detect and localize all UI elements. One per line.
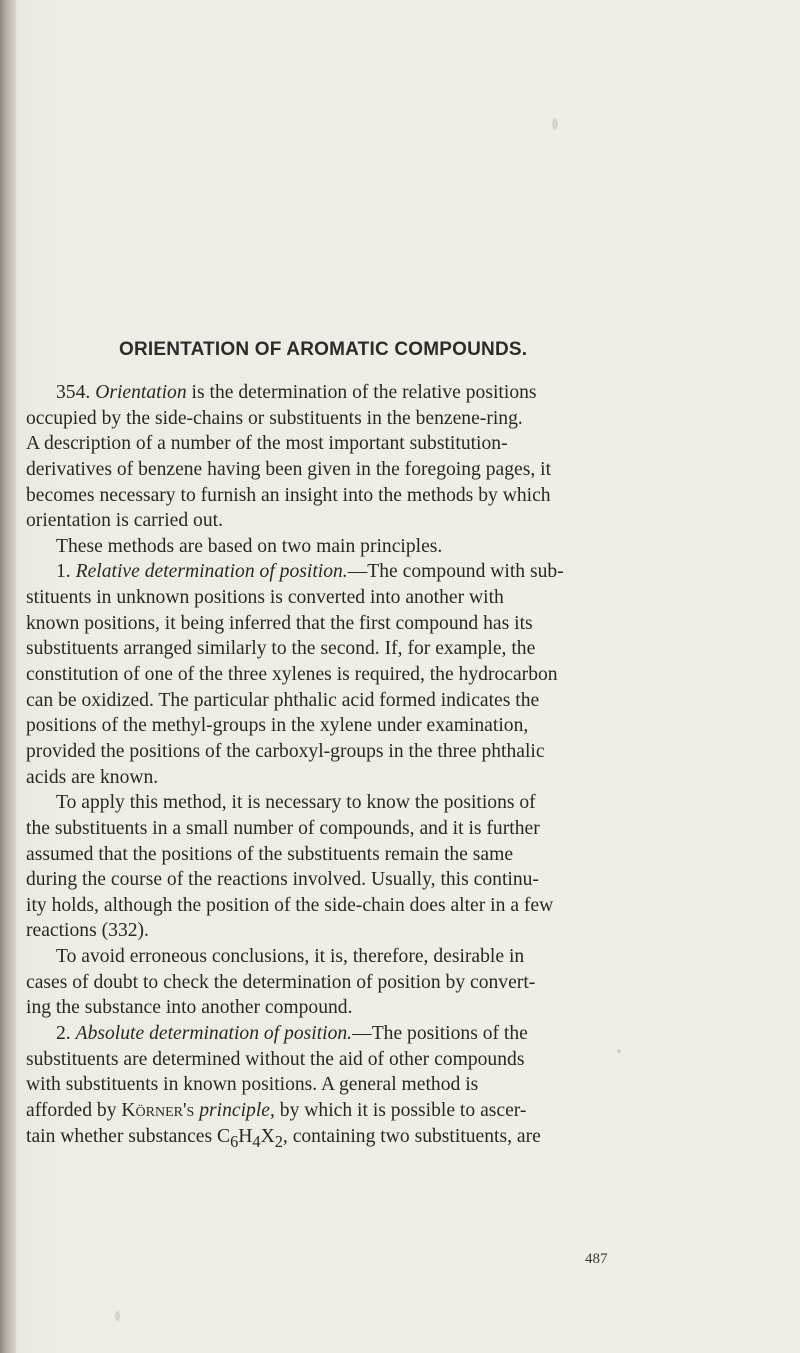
text-fragment: , containing two substituents, are xyxy=(282,1125,541,1147)
text-line: can be oxidized. The particular phthalic acid formed indicates the xyxy=(26,689,540,711)
text-line: To avoid erroneous conclusions, it is, therefore, desirable in xyxy=(56,946,525,968)
scientist-name: Körner's xyxy=(121,1099,195,1121)
formula-subscript: 2 xyxy=(274,1131,283,1151)
text-line xyxy=(26,1124,786,1150)
text-line xyxy=(26,1098,786,1124)
text-line: known positions, it being inferred that the first compound has its xyxy=(26,612,533,634)
text-line: ity holds, although the position of the side-chain does alter in a few xyxy=(26,894,554,916)
text-fragment: is the determination of the relative positions xyxy=(191,382,537,403)
text-line: acids are known. xyxy=(26,766,159,788)
section-number: 1. xyxy=(56,561,71,583)
text-line: during the course of the reactions involved. Usually, this continu- xyxy=(26,869,539,891)
page-spine-shadow xyxy=(0,0,16,1353)
body-text xyxy=(26,380,786,1149)
text-line: substituents arranged similarly to the second. If, for example, the xyxy=(26,638,536,660)
paper-spot xyxy=(552,118,558,130)
text-line: derivatives of benzene having been given in the foregoing pages, it xyxy=(26,458,552,480)
text-line: These methods are based on two main principles. xyxy=(56,535,443,557)
text-line xyxy=(26,559,786,585)
text-line: positions of the methyl-groups in the xylene under examination, xyxy=(26,715,529,737)
text-fragment: by which it is possible to ascer- xyxy=(279,1099,527,1121)
text-line: cases of doubt to check the determination of position by convert- xyxy=(26,971,536,993)
text-line: provided the positions of the carboxyl-groups in the three phthalic xyxy=(26,740,545,762)
text-line: orientation is carried out. xyxy=(26,510,223,532)
text-line: assumed that the positions of the substituents remain the same xyxy=(26,843,514,865)
text-line: reactions (332). xyxy=(26,920,149,942)
formula-subscript: 6 xyxy=(230,1131,239,1151)
text-fragment: tain whether substances C xyxy=(26,1125,231,1147)
section-number: 354. xyxy=(56,382,91,403)
text-line: substituents are determined without the aid of other compounds xyxy=(26,1048,525,1070)
paper-spot xyxy=(115,1311,120,1321)
formula-element: H xyxy=(238,1125,253,1147)
text-fragment: —The compound with sub- xyxy=(347,561,564,583)
text-line: with substituents in known positions. A general method is xyxy=(26,1074,479,1096)
text-line: To apply this method, it is necessary to know the positions of xyxy=(56,792,536,814)
text-line: stituents in unknown positions is converted into another with xyxy=(26,587,504,609)
text-line: constitution of one of the three xylenes is required, the hydrocarbon xyxy=(26,664,558,686)
text-line: becomes necessary to furnish an insight into the methods by which xyxy=(26,484,551,506)
text-line xyxy=(26,380,786,406)
text-line: the substituents in a small number of compounds, and it is further xyxy=(26,817,540,839)
text-line xyxy=(26,1021,786,1047)
section-number: 2. xyxy=(56,1023,71,1045)
page-title: ORIENTATION OF AROMATIC COMPOUNDS. xyxy=(119,339,528,360)
text-line: A description of a number of the most important substitution- xyxy=(26,433,508,455)
section-term: Absolute determination of position. xyxy=(75,1023,353,1045)
text-line: occupied by the side-chains or substituents in the benzene-ring. xyxy=(26,407,523,429)
text-fragment: afforded by xyxy=(26,1099,117,1121)
text-fragment: —The positions of the xyxy=(352,1023,528,1045)
page-number: 487 xyxy=(585,1251,608,1267)
text-line: ing the substance into another compound. xyxy=(26,997,353,1019)
section-term: Orientation xyxy=(95,382,187,403)
formula-element: X xyxy=(260,1125,275,1147)
principle-term: principle, xyxy=(199,1099,275,1121)
section-term: Relative determination of position. xyxy=(75,561,348,583)
formula-subscript: 4 xyxy=(252,1131,261,1151)
